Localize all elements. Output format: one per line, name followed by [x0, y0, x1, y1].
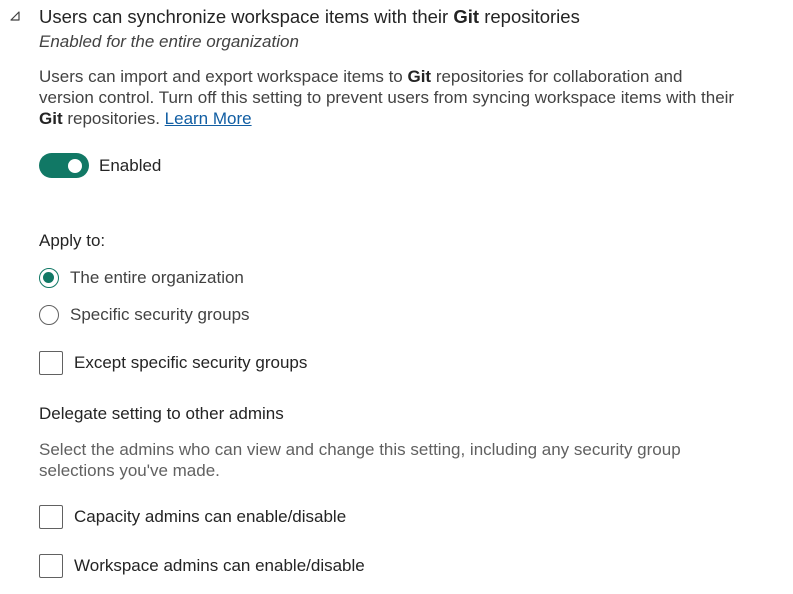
checkbox-box[interactable] [39, 554, 63, 578]
title-text-pre: Users can synchronize workspace items with their [39, 6, 454, 27]
title-text-post: repositories [479, 6, 580, 27]
checkbox-box[interactable] [39, 505, 63, 529]
title-text-git: Git [453, 6, 480, 27]
setting-title [39, 5, 580, 29]
checkbox-label-workspace-admins: Workspace admins can enable/disable [74, 556, 365, 575]
checkbox-label-except-security-groups: Except specific security groups [74, 353, 308, 372]
description-git-1: Git [407, 67, 432, 86]
checkbox-except-security-groups[interactable] [39, 350, 307, 376]
radio-label-entire-organization: The entire organization [70, 268, 244, 287]
checkbox-capacity-admins[interactable] [39, 504, 346, 530]
radio-entire-organization[interactable] [39, 266, 244, 290]
radio-dot [43, 272, 54, 283]
toggle-knob [68, 159, 82, 173]
radio-label-specific-security-groups: Specific security groups [70, 305, 250, 324]
learn-more-link[interactable]: Learn More [164, 109, 252, 128]
setting-description [39, 66, 739, 129]
description-git-2: Git [39, 109, 63, 128]
checkbox-workspace-admins[interactable] [39, 553, 365, 579]
radio-specific-security-groups[interactable] [39, 303, 250, 327]
delegate-heading: Delegate setting to other admins [39, 404, 284, 423]
checkbox-box[interactable] [39, 351, 63, 375]
radio-selected-icon[interactable] [39, 268, 59, 288]
checkbox-label-capacity-admins: Capacity admins can enable/disable [74, 507, 347, 526]
delegate-description: Select the admins who can view and change this setting, including any security group selections you've made. [39, 440, 681, 480]
toggle-label: Enabled [99, 156, 162, 175]
radio-unselected-icon[interactable] [39, 305, 59, 325]
description-part-3: repositories. [62, 109, 165, 128]
setting-subtitle: Enabled for the entire organization [39, 32, 299, 51]
collapse-triangle-icon[interactable] [8, 9, 22, 23]
description-part-2: repositories for collaboration and version control. Turn off this setting to prevent users from syncing workspace items with their [39, 67, 735, 107]
description-part-1: Users can import and export workspace items to [39, 67, 408, 86]
apply-to-label: Apply to: [39, 231, 106, 250]
enabled-toggle[interactable] [39, 153, 89, 178]
